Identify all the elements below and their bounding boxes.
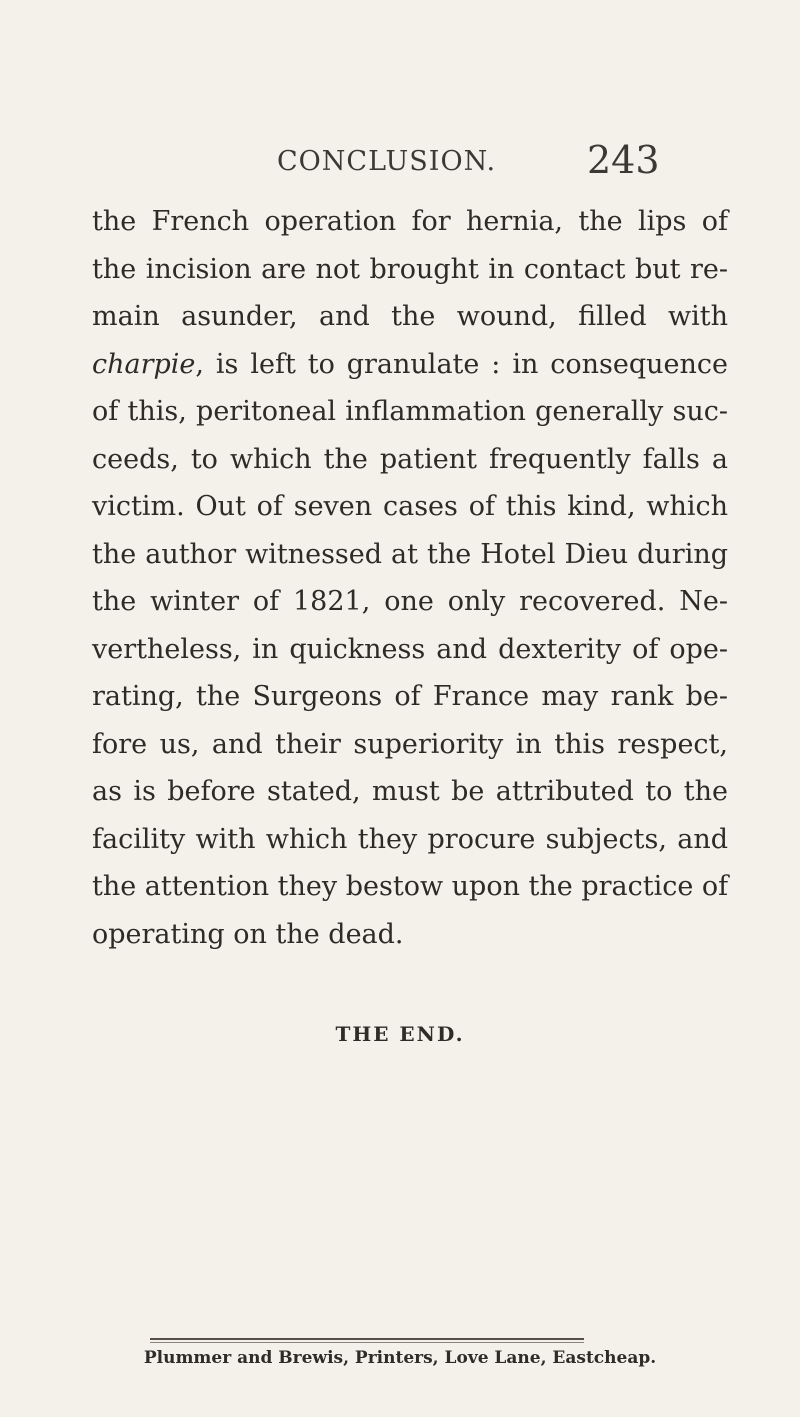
imprint-rule <box>150 1338 584 1340</box>
text-line: the author witnessed at the Hotel Dieu during <box>92 538 728 570</box>
text-line: the winter of 1821, one only recovered. Ne- <box>92 586 728 617</box>
text-line: victim. Out of seven cases of this kind, which <box>92 491 728 522</box>
text-line: rating, the Surgeons of France may rank be- <box>92 681 728 712</box>
text-line: the French operation for hernia, the lips of <box>92 206 728 237</box>
text-line <box>92 341 728 389</box>
page-number: 243 <box>587 138 660 182</box>
text-line: the attention they bestow upon the practice of <box>92 871 729 902</box>
text-line: of this, peritoneal inflammation generally suc- <box>92 396 728 427</box>
text-line: vertheless, in quickness and dexterity of ope- <box>92 633 728 665</box>
imprint-rule-thin <box>150 1342 584 1343</box>
text-line: facility with which they procure subjects, and <box>92 823 728 855</box>
text-line-last: operating on the dead. <box>92 918 404 950</box>
printer-imprint: Plummer and Brewis, Printers, Love Lane, Eastcheap. <box>143 1348 657 1368</box>
text-line: ceeds, to which the patient frequently falls a <box>92 443 728 475</box>
the-end-heading: THE END. <box>335 1022 465 1046</box>
text-fragment: , is left to granulate : in consequence <box>195 348 728 380</box>
body-text <box>92 198 728 958</box>
running-title: CONCLUSION. <box>277 146 497 177</box>
text-line: main asunder, and the wound, filled with <box>92 301 728 332</box>
text-line: the incision are not brought in contact but re- <box>92 253 728 285</box>
text-line: fore us, and their superiority in this respect, <box>92 728 728 760</box>
italic-term: charpie <box>92 348 196 380</box>
text-line: as is before stated, must be attributed to the <box>92 776 728 807</box>
running-head <box>0 138 800 188</box>
